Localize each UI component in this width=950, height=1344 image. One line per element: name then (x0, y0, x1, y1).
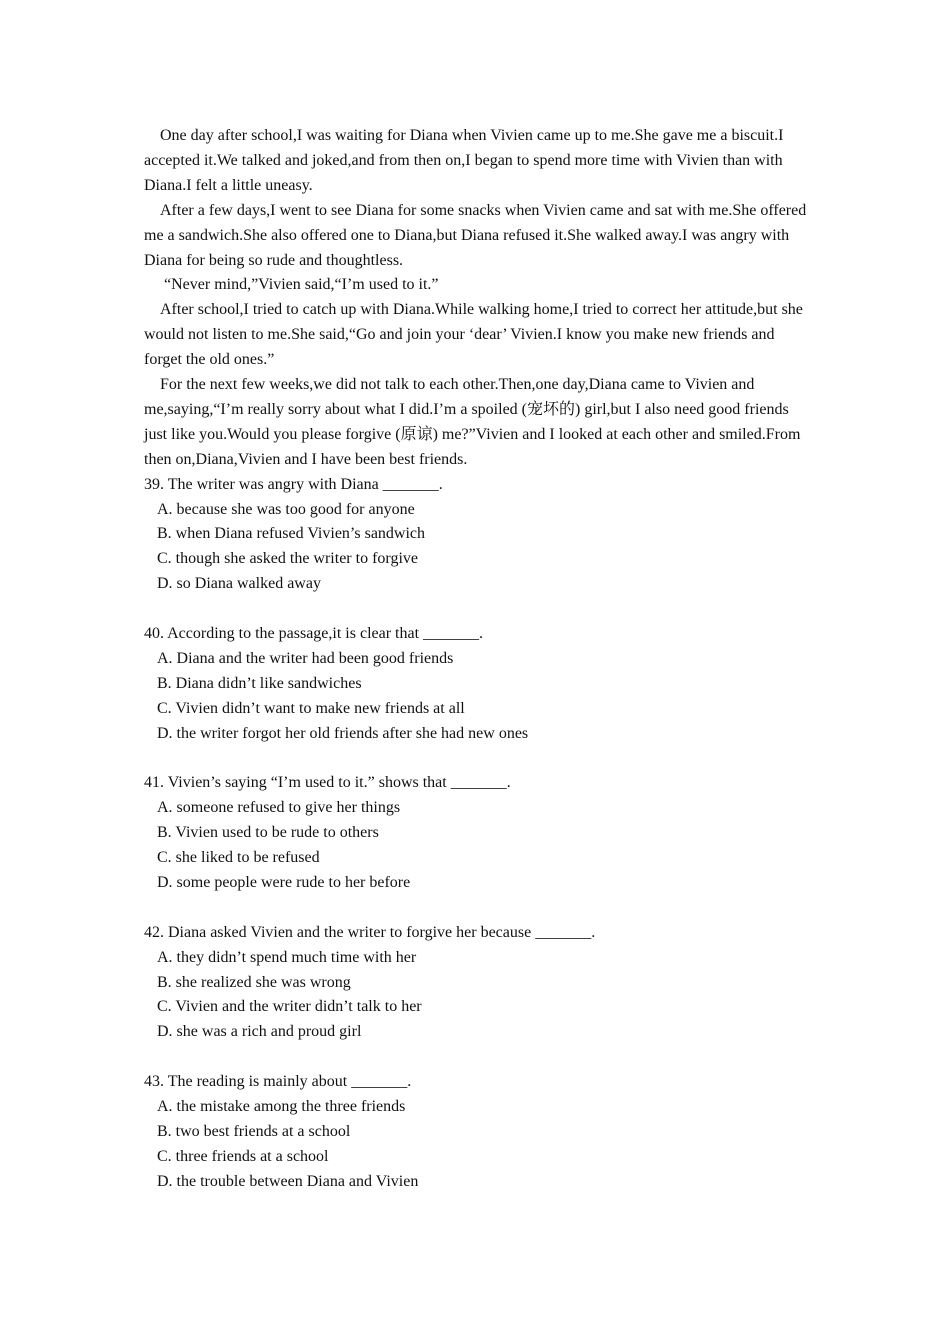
passage-paragraph: For the next few weeks,we did not talk to each other.Then,one day,Diana came to Vivien and me,saying,“I’m really sorry about what I did.I’m a spoiled (宠坏的) girl,but I also need good friends just like you.Would you please forgive (原谅) me?”Vivien and I looked at each other and smiled.From then on,Diana,Vivien and I have been best friends. (144, 376, 801, 468)
question-43 (144, 1070, 810, 1194)
answer-option: B. Diana didn’t like sandwiches (157, 674, 362, 692)
spacer (144, 896, 810, 921)
answer-option: A. they didn’t spend much time with her (157, 948, 417, 966)
answer-option: B. Vivien used to be rude to others (157, 824, 379, 842)
answer-option: A. Diana and the writer had been good friends (157, 649, 454, 667)
question-stem: 39. The writer was angry with Diana _______. (144, 475, 443, 493)
answer-option: D. the writer forgot her old friends after she had new ones (157, 724, 529, 742)
answer-option: D. the trouble between Diana and Vivien (157, 1172, 419, 1190)
answer-option: A. because she was too good for anyone (157, 500, 415, 518)
answer-option: C. three friends at a school (157, 1147, 329, 1165)
answer-option: B. she realized she was wrong (157, 973, 351, 991)
reading-passage (144, 124, 810, 473)
passage-paragraph: After a few days,I went to see Diana for some snacks when Vivien came and sat with me.She offered me a sandwich.She also offered one to Diana,but Diana refused it.She walked away.I was angry with Diana for being so rude and thoughtless. (144, 201, 807, 269)
question-stem: 41. Vivien’s saying “I’m used to it.” shows that _______. (144, 774, 511, 792)
answer-option: D. she was a rich and proud girl (157, 1023, 362, 1041)
answer-option: B. when Diana refused Vivien’s sandwich (157, 525, 426, 543)
answer-option: B. two best friends at a school (157, 1122, 351, 1140)
answer-option: C. she liked to be refused (157, 849, 320, 867)
spacer (144, 1045, 810, 1070)
answer-option: C. Vivien didn’t want to make new friends at all (157, 699, 465, 717)
spacer (144, 746, 810, 771)
question-39 (144, 473, 810, 597)
answer-option: D. so Diana walked away (157, 575, 321, 593)
answer-option: D. some people were rude to her before (157, 873, 411, 891)
spacer (144, 597, 810, 622)
answer-option: C. though she asked the writer to forgive (157, 550, 418, 568)
question-stem: 40. According to the passage,it is clear that _______. (144, 625, 484, 643)
passage-paragraph: “Never mind,”Vivien said,“I’m used to it.” (164, 276, 439, 294)
passage-paragraph: One day after school,I was waiting for Diana when Vivien came up to me.She gave me a biscuit.I accepted it.We talked and joked,and from then on,I began to spend more time with Vivien than with Diana.I felt a little uneasy. (144, 127, 784, 194)
question-stem: 43. The reading is mainly about _______. (144, 1073, 412, 1091)
question-42 (144, 921, 810, 1045)
answer-option: A. someone refused to give her things (157, 799, 401, 817)
document-page (144, 124, 810, 1195)
passage-paragraph: After school,I tried to catch up with Diana.While walking home,I tried to correct her attitude,but she would not listen to me.She said,“Go and join your ‘dear’ Vivien.I know you make new friends and forget the old ones.” (144, 301, 803, 369)
question-40 (144, 622, 810, 746)
answer-option: A. the mistake among the three friends (157, 1097, 406, 1115)
answer-option: C. Vivien and the writer didn’t talk to her (157, 998, 422, 1016)
question-stem: 42. Diana asked Vivien and the writer to forgive her because _______. (144, 923, 596, 941)
question-41 (144, 771, 810, 895)
